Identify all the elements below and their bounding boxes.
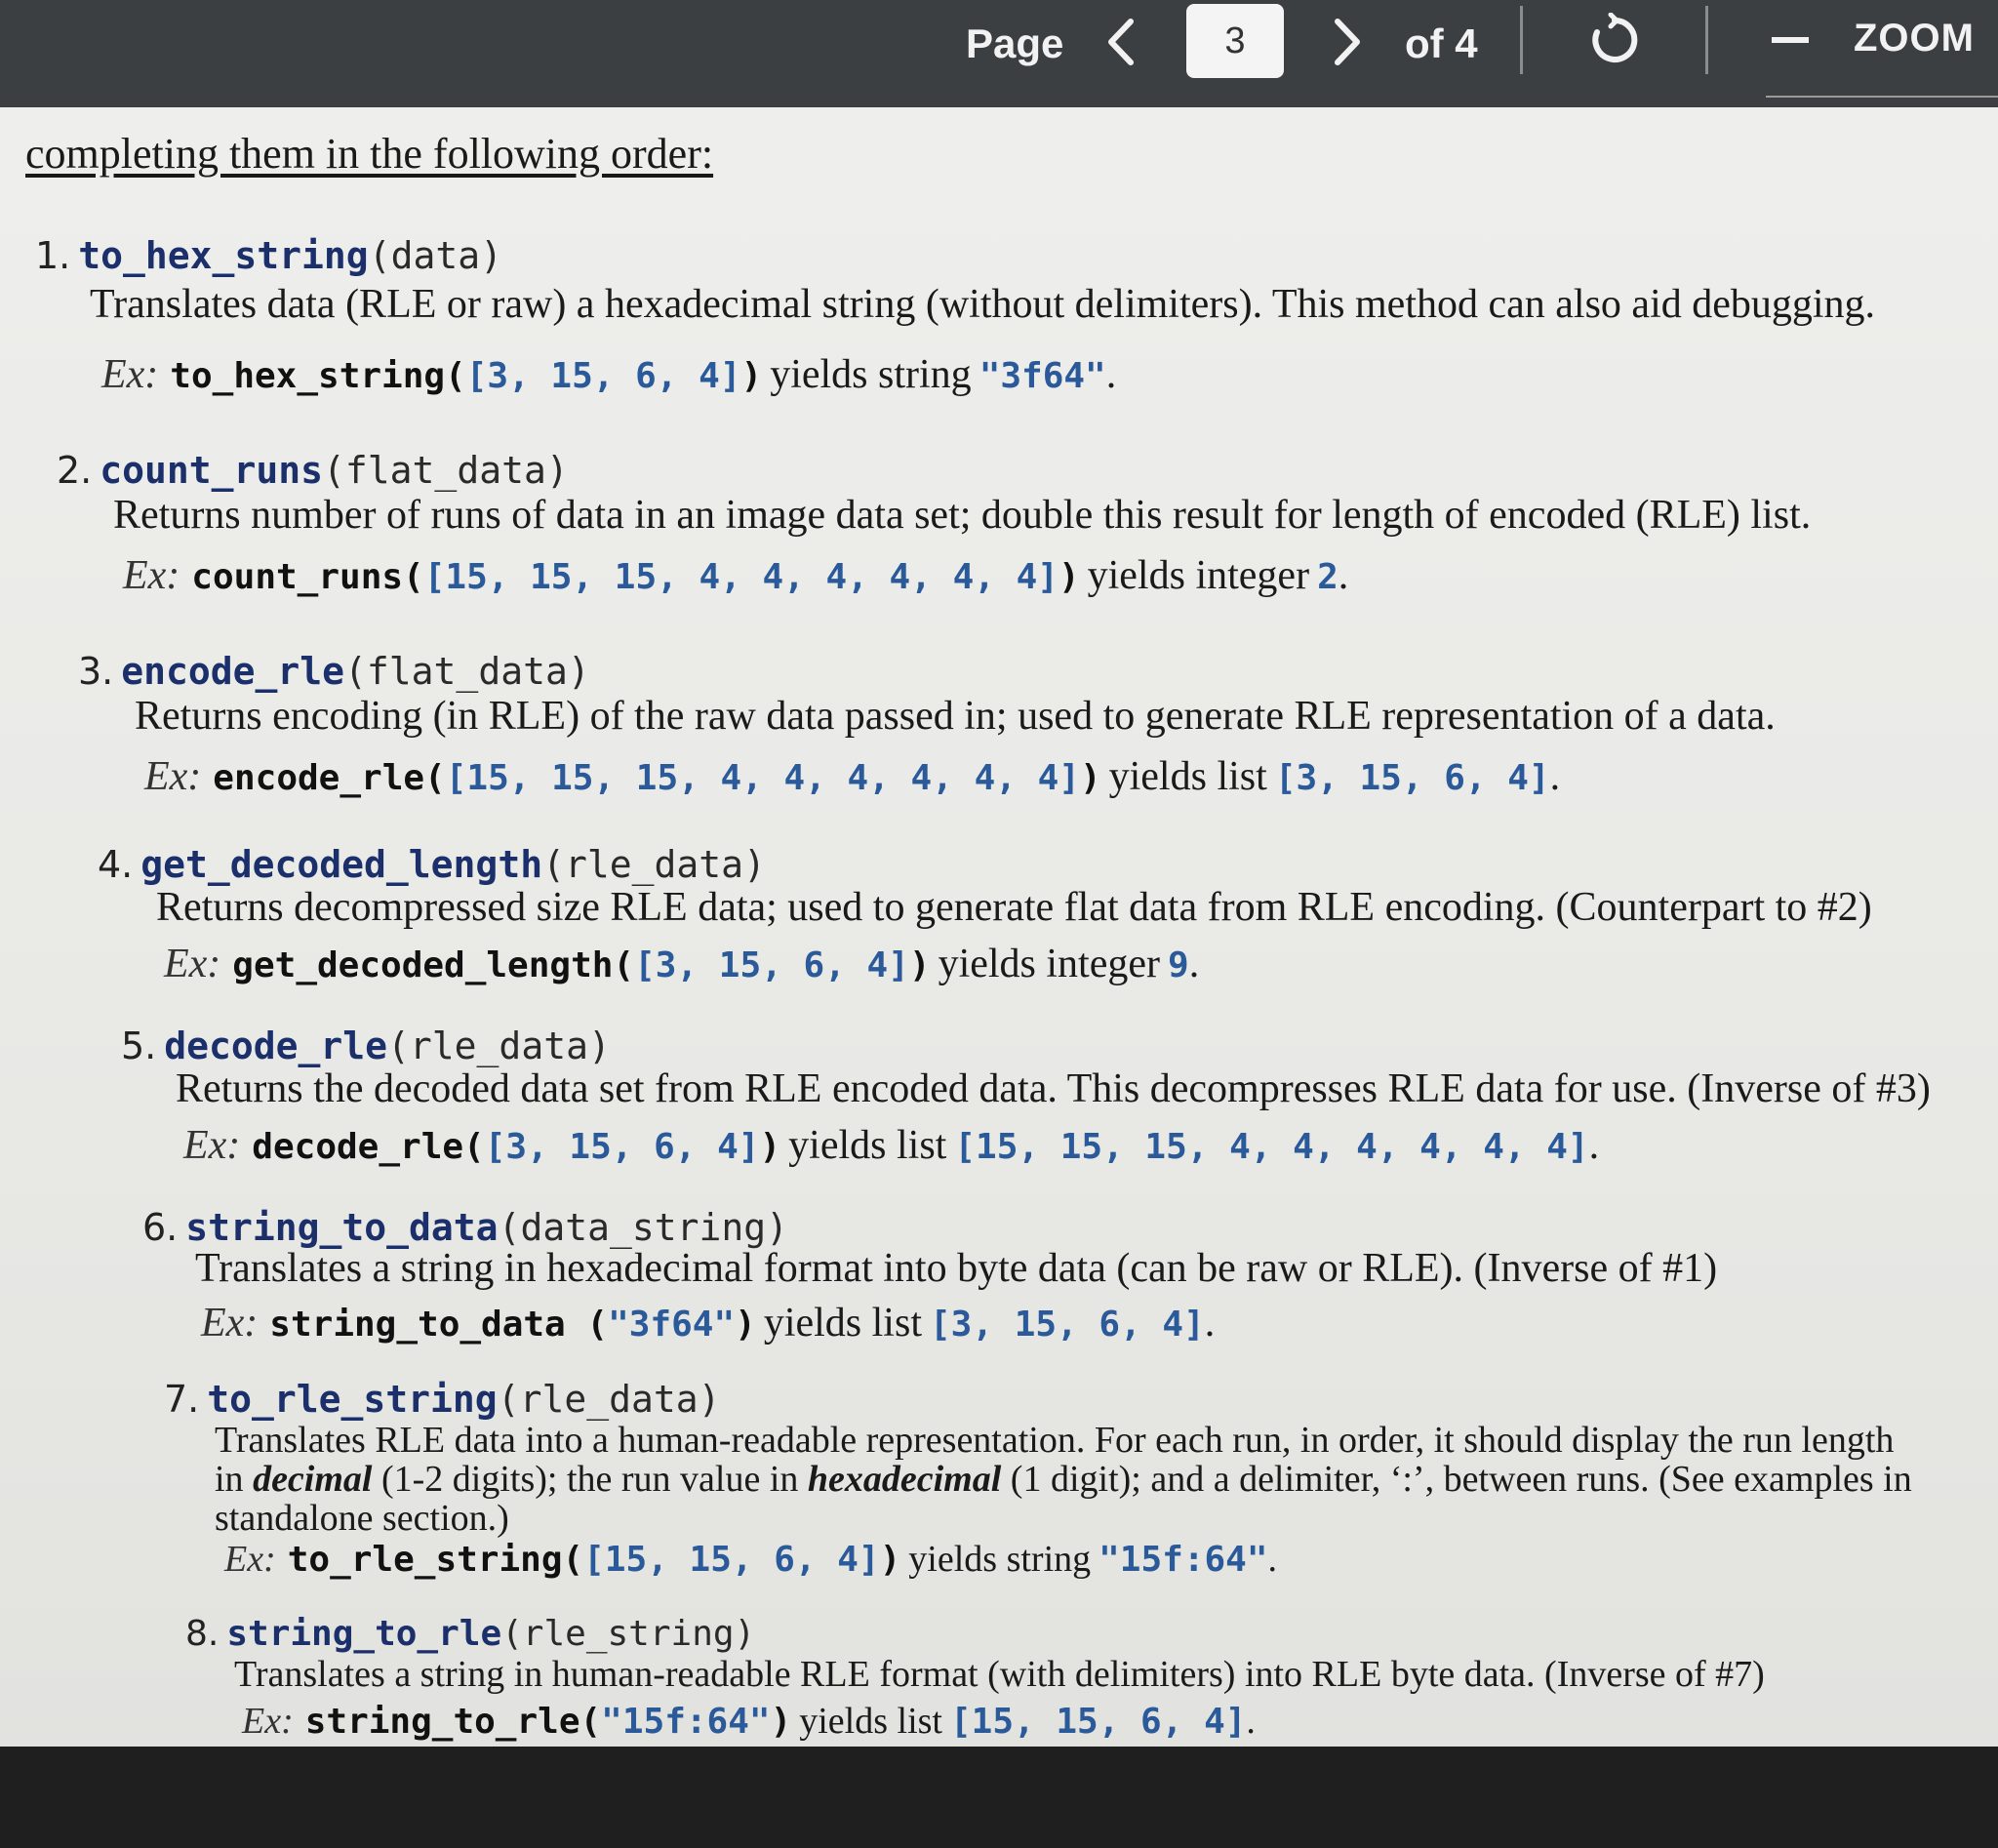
function-params: (rle_data) [542, 843, 766, 886]
next-page-button[interactable] [1319, 8, 1378, 76]
example-line [224, 1538, 1277, 1581]
example-end: . [1204, 1301, 1216, 1346]
description-emphasis: decimal [253, 1459, 373, 1500]
example-call: string_to_data ( [269, 1305, 609, 1345]
example-label: Ex: [101, 352, 159, 397]
example-close: ) [908, 945, 931, 985]
example-label: Ex: [183, 1123, 241, 1168]
rotate-icon [1587, 13, 1642, 67]
example-line [123, 552, 1348, 599]
example-call: get_decoded_length( [232, 945, 635, 985]
item-number: 8. [185, 1614, 220, 1654]
function-description: Translates a string in hexadecimal format into byte data (can be raw or RLE). (Inverse of #1) [195, 1246, 1718, 1291]
function-params: (data_string) [498, 1206, 788, 1249]
example-argument: [3, 15, 6, 4] [484, 1127, 760, 1167]
item-number: 2. [57, 449, 93, 492]
example-label: Ex: [242, 1701, 294, 1742]
function-signature [185, 1614, 755, 1654]
example-text: yields string [770, 352, 972, 397]
page-number-input[interactable]: 3 [1186, 4, 1284, 78]
item-number: 6. [142, 1206, 179, 1249]
example-text: yields integer [1087, 553, 1310, 598]
example-end: . [1588, 1123, 1600, 1168]
example-text: yields list [788, 1123, 947, 1168]
screen-bezel [0, 1747, 1998, 1848]
example-argument: [15, 15, 15, 4, 4, 4, 4, 4, 4] [423, 557, 1059, 597]
function-signature [98, 843, 766, 886]
example-result: [15, 15, 6, 4] [949, 1702, 1247, 1742]
function-description: Returns the decoded data set from RLE encoded data. This decompresses RLE data for use. (Inverse of #3) [176, 1066, 1931, 1111]
function-signature [57, 449, 569, 492]
description-part: Translates RLE data into a human-readable representation. For each run, in order, it should display the run length in [215, 1420, 1895, 1500]
example-label: Ex: [164, 942, 221, 986]
example-text: yields string [908, 1539, 1092, 1580]
example-line [242, 1700, 1256, 1743]
example-result: [3, 15, 6, 4] [1274, 758, 1550, 798]
function-signature [78, 650, 590, 693]
intro-text: completing them in the following order: [25, 130, 714, 178]
function-signature [142, 1206, 788, 1249]
example-end: . [1338, 553, 1349, 598]
function-name: count_runs [100, 449, 324, 492]
example-line [101, 351, 1116, 398]
example-call: count_runs( [191, 557, 424, 597]
example-close: ) [1079, 758, 1101, 798]
item-number: 7. [164, 1378, 200, 1421]
example-close: ) [879, 1540, 901, 1580]
function-name: encode_rle [121, 650, 345, 693]
description-part: (1-2 digits); the run value in [380, 1459, 799, 1500]
example-text: yields list [763, 1301, 922, 1346]
example-argument: [15, 15, 6, 4] [583, 1540, 880, 1580]
example-line [201, 1300, 1215, 1346]
chevron-right-icon [1332, 18, 1365, 66]
zoom-label: ZOOM [1854, 16, 1975, 60]
example-close: ) [1058, 557, 1080, 597]
example-text: yields list [1108, 754, 1267, 799]
chevron-left-icon [1103, 18, 1137, 66]
item-number: 5. [121, 1024, 157, 1067]
example-line [144, 753, 1560, 800]
previous-page-button[interactable] [1091, 8, 1149, 76]
function-params: (rle_data) [387, 1024, 611, 1067]
example-argument: "15f:64" [601, 1702, 771, 1742]
example-line [164, 941, 1199, 987]
function-name: get_decoded_length [140, 843, 543, 886]
example-argument: "3f64" [608, 1305, 736, 1345]
example-result: 2 [1317, 557, 1339, 597]
document-page [0, 107, 1998, 1747]
function-name: to_rle_string [207, 1378, 498, 1421]
function-description: Returns decompressed size RLE data; used to generate flat data from RLE encoding. (Counterpart to #2) [156, 885, 1872, 930]
example-argument: [3, 15, 6, 4] [634, 945, 909, 985]
minus-icon [1772, 37, 1809, 43]
item-number: 1. [35, 234, 71, 277]
example-result: "3f64" [979, 356, 1106, 396]
function-name: decode_rle [164, 1024, 388, 1067]
function-description: Translates data (RLE or raw) a hexadecimal string (without delimiters). This method can also aid debugging. [90, 282, 1876, 327]
toolbar-divider [1705, 6, 1708, 74]
example-call: string_to_rle( [304, 1702, 602, 1742]
example-result: [3, 15, 6, 4] [930, 1305, 1205, 1345]
example-close: ) [740, 356, 763, 396]
function-name: string_to_rle [226, 1614, 502, 1654]
example-end: . [1549, 754, 1561, 799]
example-close: ) [759, 1127, 781, 1167]
example-end: . [1105, 352, 1117, 397]
function-signature [35, 234, 502, 277]
page-count-label: of 4 [1405, 20, 1478, 66]
example-end: . [1188, 942, 1200, 986]
function-signature [164, 1378, 720, 1421]
function-description: Returns number of runs of data in an image data set; double this result for length of encoded (RLE) list. [113, 493, 1812, 538]
function-signature [121, 1024, 611, 1067]
example-argument: [3, 15, 6, 4] [465, 356, 741, 396]
example-label: Ex: [201, 1301, 259, 1346]
function-name: to_hex_string [78, 234, 369, 277]
function-params: (data) [368, 234, 502, 277]
example-result: [15, 15, 15, 4, 4, 4, 4, 4, 4] [954, 1127, 1589, 1167]
description-emphasis: hexadecimal [807, 1459, 1002, 1500]
function-params: (rle_data) [497, 1378, 721, 1421]
item-number: 3. [78, 650, 114, 693]
function-params: (flat_data) [323, 449, 569, 492]
function-params: (rle_string) [501, 1614, 756, 1654]
example-label: Ex: [224, 1539, 276, 1580]
example-result: "15f:64" [1099, 1540, 1268, 1580]
rotate-button[interactable] [1580, 6, 1649, 74]
zoom-out-button[interactable] [1756, 6, 1824, 74]
toolbar-underline [1766, 96, 1998, 98]
function-name: string_to_data [185, 1206, 499, 1249]
function-description [215, 1421, 1917, 1538]
example-call: encode_rle( [213, 758, 446, 798]
example-result: 9 [1168, 945, 1189, 985]
example-label: Ex: [123, 553, 180, 598]
example-end: . [1246, 1701, 1256, 1742]
description-part: (1 digit); and a delimiter, ‘:’, between runs. (See examples in standalone section.) [215, 1459, 1912, 1539]
item-number: 4. [98, 843, 134, 886]
example-text: yields integer [938, 942, 1160, 986]
example-line [183, 1122, 1599, 1169]
example-argument: [15, 15, 15, 4, 4, 4, 4, 4, 4] [445, 758, 1080, 798]
toolbar-divider [1520, 6, 1523, 74]
example-call: decode_rle( [252, 1127, 485, 1167]
example-label: Ex: [144, 754, 202, 799]
example-close: ) [735, 1305, 756, 1345]
function-description: Returns encoding (in RLE) of the raw data passed in; used to generate RLE representation of a data. [135, 694, 1776, 739]
example-call: to_hex_string( [170, 356, 466, 396]
page-label: Page [966, 20, 1064, 66]
example-end: . [1267, 1539, 1278, 1580]
function-description: Translates a string in human-readable RLE format (with delimiters) into RLE byte data. (Inverse of #7) [234, 1654, 1765, 1695]
example-call: to_rle_string( [287, 1540, 584, 1580]
pdf-toolbar [0, 0, 1998, 107]
example-text: yields list [799, 1701, 942, 1742]
function-params: (flat_data) [344, 650, 590, 693]
example-close: ) [770, 1702, 792, 1742]
